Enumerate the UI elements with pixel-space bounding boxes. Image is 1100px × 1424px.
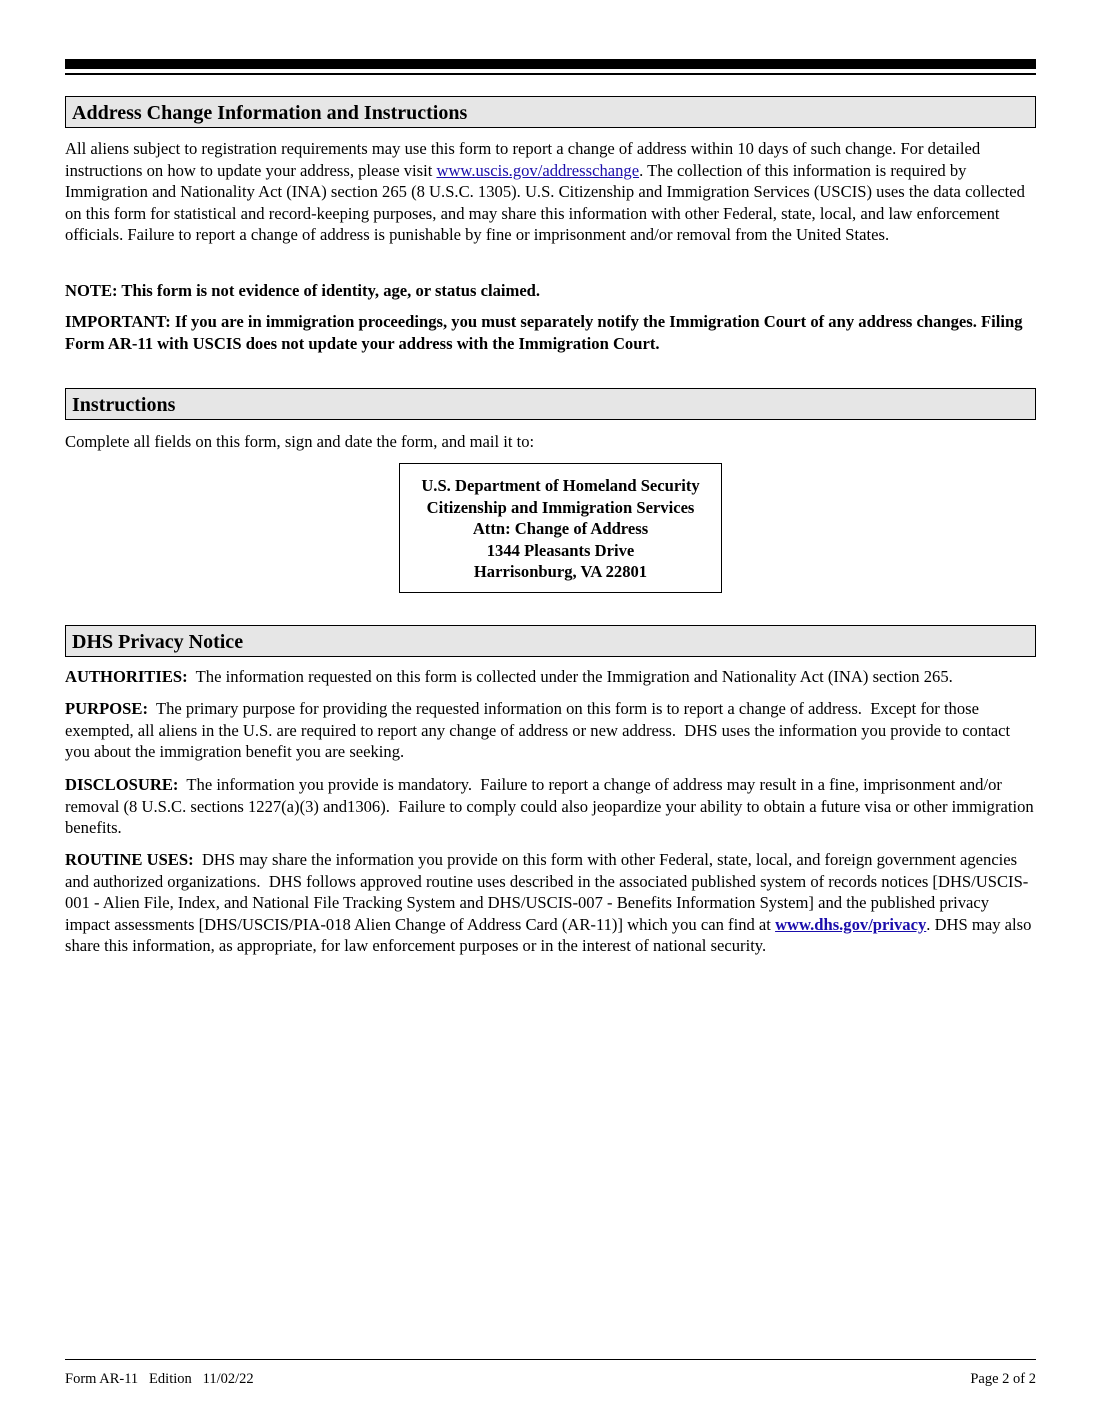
disclosure-paragraph bbox=[65, 774, 1036, 839]
paragraph-text: All aliens subject to registration requirements may use this form to report a change of address within 10 days of such change. For detailed instructions on how to update your address, please visit bbox=[65, 139, 981, 180]
address-line: 1344 Pleasants Drive bbox=[486, 540, 635, 560]
mailing-address-box bbox=[399, 463, 722, 593]
form-page bbox=[65, 0, 1036, 1424]
dhs-privacy-link[interactable]: www.dhs.gov/privacy bbox=[775, 914, 927, 934]
disclosure-label: DISCLOSURE: bbox=[65, 775, 179, 794]
section-header-address-change: Address Change Information and Instructions bbox=[65, 96, 1036, 128]
section-header-instructions: Instructions bbox=[65, 388, 1036, 420]
address-line: U.S. Department of Homeland Security bbox=[421, 476, 700, 495]
purpose-text: The primary purpose for providing the requested information on this form is to report a change of address. Except for those exempted, all aliens in the U.S. are required to report any change of address or new address. DHS uses the information you provide to contact you about the immigration benefit you are seeking. bbox=[65, 699, 1015, 762]
purpose-paragraph bbox=[65, 698, 1036, 763]
section-header-privacy-notice: DHS Privacy Notice bbox=[65, 625, 1036, 657]
top-thick-rule bbox=[65, 59, 1036, 69]
note-text: NOTE: This form is not evidence of identity, age, or status claimed. bbox=[65, 281, 541, 300]
top-thin-rule bbox=[65, 73, 1036, 75]
routine-uses-text: DHS may share the information you provide on this form with other Federal, state, local, and foreign government agencies and authorized organizations. DHS follows approved routine uses described in the associated published system of records notices [DHS/USCIS-001 - Alien File, Index, and National File Tracking System and DHS/USCIS-007 - Benefits Information System] and the published privacy impact assessments [DHS/USCIS/PIA-018 Alien Change of Address Card (AR-11)] which you can find at bbox=[65, 850, 1029, 934]
routine-uses-text: . DHS may also share this information, as appropriate, for law enforcement purposes or in the interest of national security. bbox=[65, 914, 1032, 956]
routine-uses-label: ROUTINE USES: bbox=[65, 850, 194, 869]
authorities-label: AUTHORITIES: bbox=[65, 667, 188, 686]
disclosure-text: The information you provide is mandatory. Failure to report a change of address may result in a fine, imprisonment and/or removal (8 U.S.C. sections 1227(a)(3) and1306). Failure to comply could also jeopardize your ability to obtain a future visa or other immigration benefits. bbox=[65, 775, 1038, 838]
instructions-intro: Complete all fields on this form, sign and date the form, and mail it to: bbox=[65, 432, 535, 451]
address-change-paragraph bbox=[65, 138, 1036, 246]
form-edition-label: Form AR-11 Edition 11/02/22 bbox=[65, 1371, 254, 1387]
address-line: Attn: Change of Address bbox=[472, 519, 649, 539]
authorities-paragraph bbox=[65, 666, 1036, 688]
authorities-text: The information requested on this form is collected under the Immigration and Nationality Act (INA) section 265. bbox=[187, 667, 953, 686]
paragraph-text: . The collection of this information is required by Immigration and Nationality Act (INA) section 265 (8 U.S.C. 1305). U.S. Citizenship and Immigration Services (USCIS) uses the data collected on this form for statistical and record-keeping purposes, and may share this information with other Federal, state, local, and law enforcement officials. Failure to report a change of address is punishable by fine or imprisonment and/or removal from the United States. bbox=[65, 160, 1025, 245]
purpose-label: PURPOSE: bbox=[65, 699, 148, 718]
important-text: IMPORTANT: If you are in immigration proceedings, you must separately notify the Immigration Court of any address changes. Filing Form AR-11 with USCIS does not update your address with the Immigration Court. bbox=[65, 312, 1023, 353]
routine-uses-paragraph bbox=[65, 849, 1036, 957]
page-number: Page 2 of 2 bbox=[970, 1371, 1036, 1387]
address-line: Citizenship and Immigration Services bbox=[426, 497, 695, 517]
uscis-address-change-link[interactable]: www.uscis.gov/addresschange bbox=[436, 160, 640, 180]
address-line: Harrisonburg, VA 22801 bbox=[473, 562, 648, 582]
footer-rule bbox=[65, 1359, 1036, 1360]
